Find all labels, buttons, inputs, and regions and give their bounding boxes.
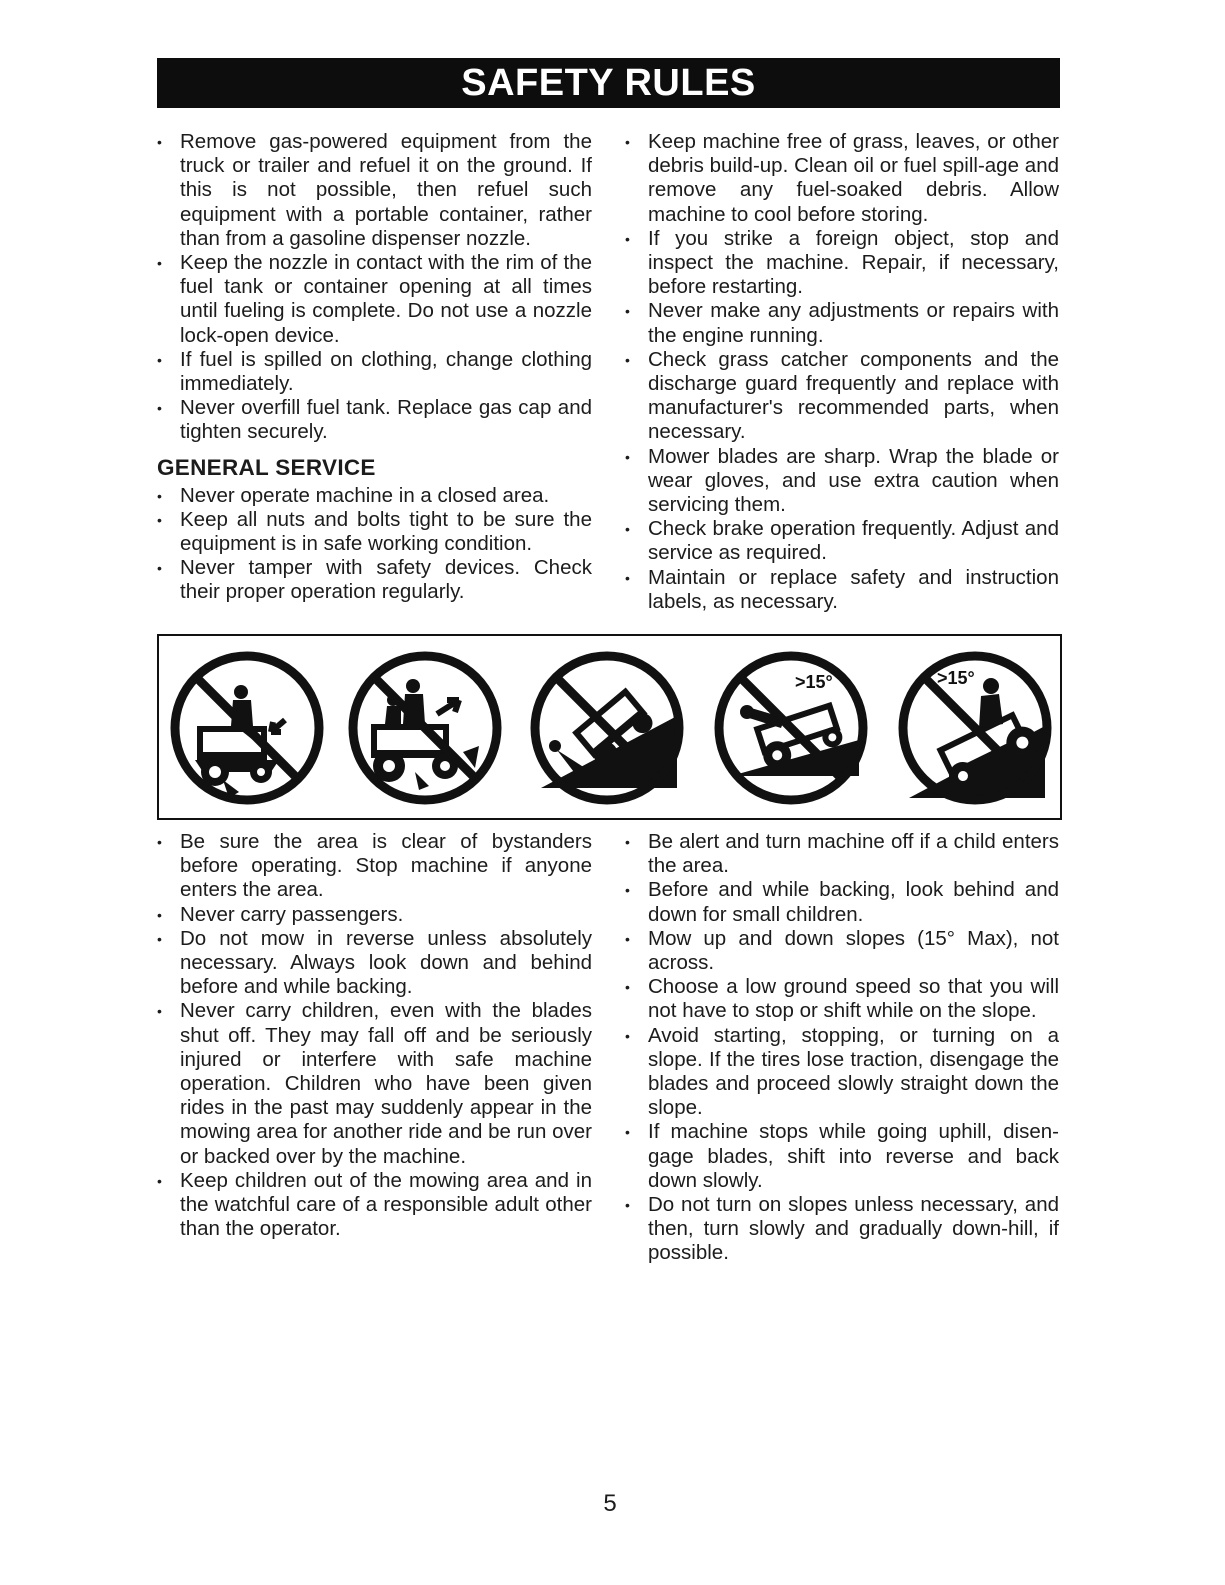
list-item: • Do not mow in reverse unless absolutely necessary. Always look down and behind before and while backing. bbox=[157, 927, 592, 1000]
slope-rules-list bbox=[625, 830, 1059, 1266]
list-item: • Keep children out of the mowing area and in the watchful care of a responsible adult other than the operator. bbox=[157, 1169, 592, 1242]
list-item: • Maintain or replace safety and instruction labels, as necessary. bbox=[625, 566, 1059, 614]
list-item: • Keep machine free of grass, leaves, or other debris build-up. Clean oil or fuel spill-age and remove any fuel-soaked debris. Allow machine to cool before storing. bbox=[625, 130, 1059, 227]
list-item: • Mower blades are sharp. Wrap the blade or wear gloves, and use extra caution when servicing them. bbox=[625, 445, 1059, 518]
list-item: • Keep all nuts and bolts tight to be sure the equipment is in safe working condition. bbox=[157, 508, 592, 556]
no-steep-slope-icon bbox=[711, 648, 871, 808]
list-item: • Never tamper with safety devices. Check their proper operation regularly. bbox=[157, 556, 592, 604]
page-title: SAFETY RULES bbox=[157, 58, 1060, 108]
slope-angle-label: >15° bbox=[795, 672, 833, 692]
service-rules-list bbox=[625, 130, 1059, 614]
list-item: • Do not turn on slopes unless necessary, and then, turn slowly and gradually down-hill, if possible. bbox=[625, 1193, 1059, 1266]
no-bystanders-icon bbox=[167, 648, 327, 808]
general-service-list bbox=[157, 484, 592, 605]
list-item: • If machine stops while going uphill, disen-gage blades, shift into reverse and back down slowly. bbox=[625, 1120, 1059, 1193]
list-item: • Never carry children, even with the blades shut off. They may fall off and be seriously injured or interfere with safe machine operation. Children who have been given rides in the past may suddenly appear in the mowing area for another ride and be run over or backed over by the machine. bbox=[157, 999, 592, 1168]
safety-pictogram-strip bbox=[157, 634, 1062, 820]
list-item: • Check grass catcher components and the discharge guard frequently and replace with manufacturer's recommended parts, when necessary. bbox=[625, 348, 1059, 445]
list-item: • Mow up and down slopes (15° Max), not across. bbox=[625, 927, 1059, 975]
no-tipping-icon bbox=[527, 648, 687, 808]
bystander-rules-list bbox=[157, 830, 592, 1241]
list-item: • If you strike a foreign object, stop and inspect the machine. Repair, if necessary, before restarting. bbox=[625, 227, 1059, 300]
no-steep-slope-uphill-icon bbox=[895, 648, 1055, 808]
list-item: • If fuel is spilled on clothing, change clothing immediately. bbox=[157, 348, 592, 396]
fueling-rules-column bbox=[157, 130, 592, 605]
list-item: • Before and while backing, look behind and down for small children. bbox=[625, 878, 1059, 926]
list-item: • Choose a low ground speed so that you will not have to stop or shift while on the slope. bbox=[625, 975, 1059, 1023]
bystander-rules-column bbox=[157, 830, 592, 1241]
list-item: • Be alert and turn machine off if a child enters the area. bbox=[625, 830, 1059, 878]
list-item: • Remove gas-powered equipment from the truck or trailer and refuel it on the ground. If this is not possible, then refuel such equipment with a portable container, rather than from a gasoline dispenser nozzle. bbox=[157, 130, 592, 251]
list-item: • Never operate machine in a closed area. bbox=[157, 484, 592, 508]
service-rules-column bbox=[625, 130, 1059, 614]
general-service-heading: GENERAL SERVICE bbox=[157, 454, 376, 480]
page-number: 5 bbox=[603, 1490, 617, 1517]
list-item: • Keep the nozzle in contact with the rim of the fuel tank or container opening at all times until fueling is complete. Do not use a nozzle lock-open device. bbox=[157, 251, 592, 348]
slope-rules-column bbox=[625, 830, 1059, 1266]
list-item: • Avoid starting, stopping, or turning on a slope. If the tires lose traction, disengage the blades and proceed slowly straight down the slope. bbox=[625, 1024, 1059, 1121]
list-item: • Never overfill fuel tank. Replace gas cap and tighten securely. bbox=[157, 396, 592, 444]
list-item: • Check brake operation frequently. Adjust and service as required. bbox=[625, 517, 1059, 565]
list-item: • Never make any adjustments or repairs with the engine running. bbox=[625, 299, 1059, 347]
slope-angle-label: >15° bbox=[937, 668, 975, 688]
no-passengers-icon bbox=[345, 648, 505, 808]
list-item: • Be sure the area is clear of bystanders before operating. Stop machine if anyone enters the area. bbox=[157, 830, 592, 903]
fueling-rules-list bbox=[157, 130, 592, 445]
list-item: • Never carry passengers. bbox=[157, 903, 592, 927]
